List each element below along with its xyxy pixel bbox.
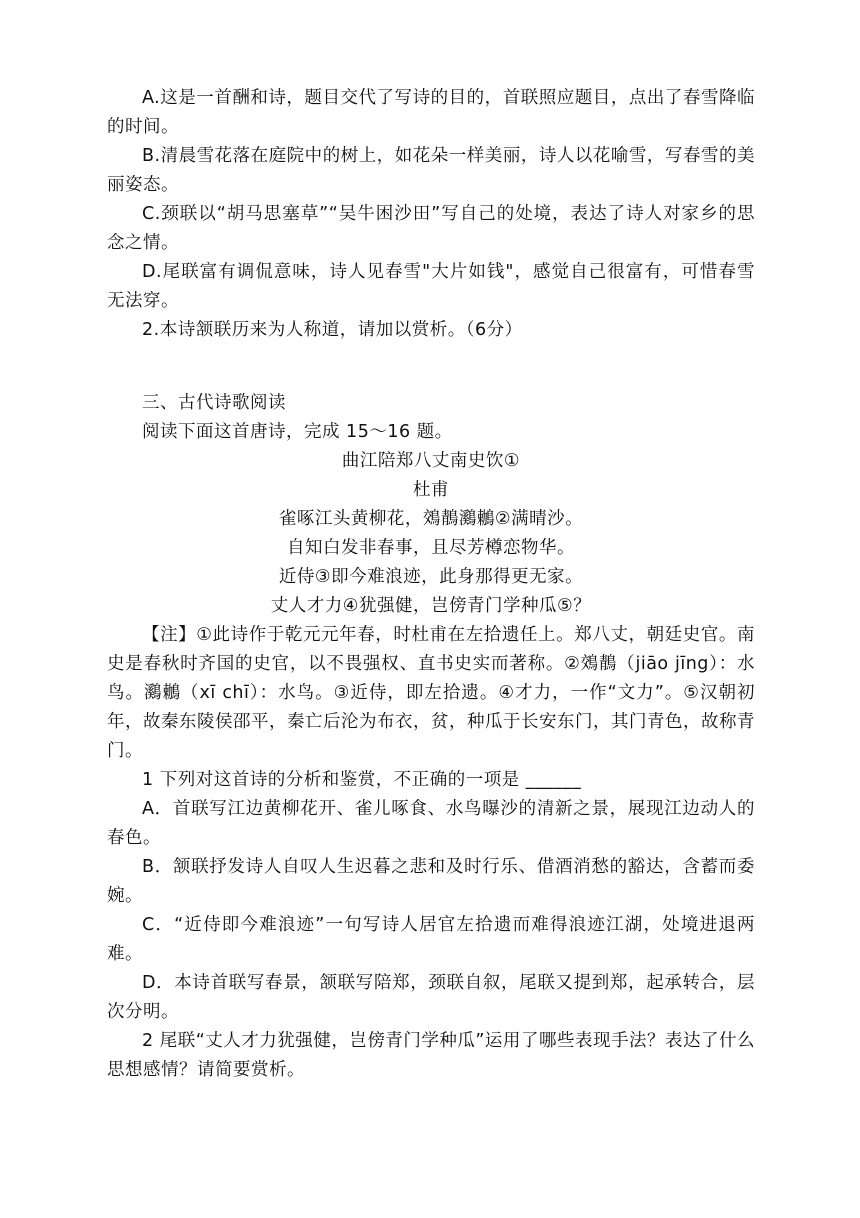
question-2-poem: 2 尾联“丈人才力犹强健，岂傍青门学种瓜”运用了哪些表现手法？表达了什么思想感情？请简要赏析。 <box>107 1031 755 1080</box>
option-d: D.尾联富有调侃意味，诗人见春雪"大片如钱"，感觉自己很富有，可惜春雪无法穿。 <box>107 262 755 311</box>
question-2: 2.本诗颔联历来为人称道，请加以赏析。（6分） <box>142 320 523 340</box>
poem-line-3: 近侍③即今难浪迹，此身那得更无家。 <box>278 567 584 587</box>
q1-option-a: A．首联写江边黄柳花开、雀儿啄食、水鸟曝沙的清新之景，展现江边动人的春色。 <box>107 799 755 848</box>
poem-title: 曲江陪郑八丈南史饮① <box>341 451 521 471</box>
instruction: 阅读下面这首唐诗，完成 15～16 题。 <box>142 422 453 442</box>
poem-line-2: 自知白发非春事，且尽芳樽恋物华。 <box>287 538 575 558</box>
poem-line-4: 丈人才力④犹强健，岂傍青门学种瓜⑤？ <box>270 596 592 616</box>
section-gap <box>107 345 755 389</box>
q1-option-c: C．“近侍即今难浪迹”一句写诗人居官左拾遗而难得浪迹江湖，处境进退两难。 <box>107 915 755 964</box>
poem-line-1: 雀啄江头黄柳花，鵁鶄鸂鶒②满晴沙。 <box>278 509 584 529</box>
q1-option-d: D．本诗首联写春景，颔联写陪郑，颈联自叙，尾联又提到郑，起承转合，层次分明。 <box>107 973 755 1022</box>
question-1: 1 下列对这首诗的分析和鉴赏，不正确的一项是 ______ <box>142 770 582 790</box>
poem-notes: 【注】①此诗作于乾元元年春，时杜甫在左拾遗任上。郑八丈，朝廷史官。南史是春秋时齐国的史官，以不畏强权、直书史实而著称。②鵁鶄（jiāo jīng）：水鸟。鸂鶒（xī chī）：水鸟。③近侍，即左拾遗。④才力，一作“文力”。⑤汉朝初年，故秦东陵侯邵平，秦亡后沦为布衣，贫，种瓜于长安东门，其门青色，故称青门。 <box>107 625 755 761</box>
poem-author: 杜甫 <box>413 480 449 500</box>
option-a: A.这是一首酬和诗，题目交代了写诗的目的，首联照应题目，点出了春雪降临的时间。 <box>107 88 755 137</box>
document-page <box>107 84 755 1085</box>
q1-option-b: B．颔联抒发诗人自叹人生迟暮之悲和及时行乐、借酒消愁的豁达，含蓄而委婉。 <box>107 857 755 906</box>
option-c: C.颈联以“胡马思塞草”“吴牛困沙田”写自己的处境，表达了诗人对家乡的思念之情。 <box>107 204 755 253</box>
option-b: B.清晨雪花落在庭院中的树上，如花朵一样美丽，诗人以花喻雪，写春雪的美丽姿态。 <box>107 146 755 195</box>
section-title: 三、古代诗歌阅读 <box>142 393 286 413</box>
